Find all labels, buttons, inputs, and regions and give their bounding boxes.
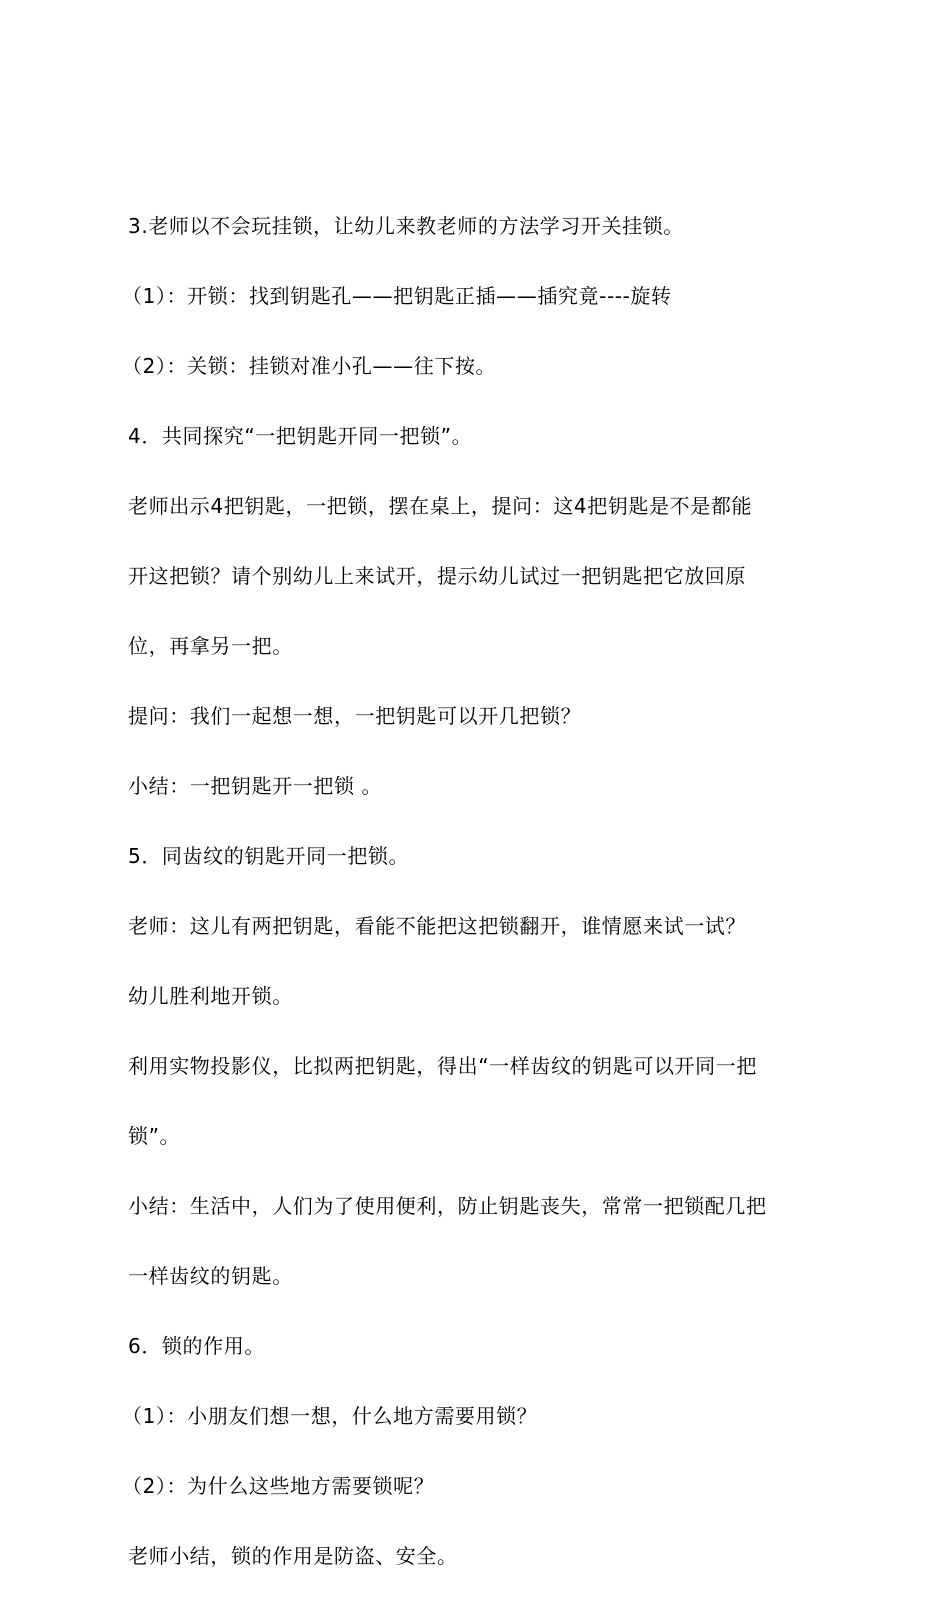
- paragraph-line: 锁”。: [128, 1124, 181, 1148]
- step-4-heading: 4．共同探究“一把钥匙开同一把锁”。: [128, 424, 473, 448]
- paragraph-line: 老师出示4把钥匙，一把锁，摆在桌上，提问：这4把钥匙是不是都能: [128, 494, 753, 518]
- paragraph-line: 老师：这儿有两把钥匙，看能不能把这把锁翻开，谁情愿来试一试？: [128, 914, 746, 938]
- step-3-item-1: （1）：开锁：找到钥匙孔——把钥匙正插——插究竟----旋转: [122, 284, 672, 308]
- step-3-heading: 3.老师以不会玩挂锁，让幼儿来教老师的方法学习开关挂锁。: [128, 214, 684, 238]
- step-5-heading: 5．同齿纹的钥匙开同一把锁。: [128, 844, 410, 868]
- step-6-item-1: （1）：小朋友们想一想，什么地方需要用锁？: [122, 1404, 538, 1428]
- paragraph-line: 幼儿胜利地开锁。: [128, 984, 293, 1008]
- paragraph-line: 利用实物投影仪，比拟两把钥匙，得出“一样齿纹的钥匙可以开同一把: [128, 1054, 757, 1078]
- step-6-item-2: （2）：为什么这些地方需要锁呢？: [122, 1474, 435, 1498]
- paragraph-line: 开这把锁？请个别幼儿上来试开，提示幼儿试过一把钥匙把它放回原: [128, 564, 746, 588]
- paragraph-line: 位，再拿另一把。: [128, 634, 293, 658]
- summary-line: 小结：生活中，人们为了使用便利，防止钥匙丧失，常常一把锁配几把: [128, 1194, 767, 1218]
- question-line: 提问：我们一起想一想，一把钥匙可以开几把锁？: [128, 704, 582, 728]
- conclusion-line: 老师小结，锁的作用是防盗、安全。: [128, 1544, 458, 1568]
- summary-line: 小结：一把钥匙开一把锁 。: [128, 774, 383, 798]
- summary-line: 一样齿纹的钥匙。: [128, 1264, 293, 1288]
- step-6-heading: 6．锁的作用。: [128, 1334, 265, 1358]
- document-body: [122, 188, 840, 1608]
- step-3-item-2: （2）：关锁：挂锁对准小孔——往下按。: [122, 354, 497, 378]
